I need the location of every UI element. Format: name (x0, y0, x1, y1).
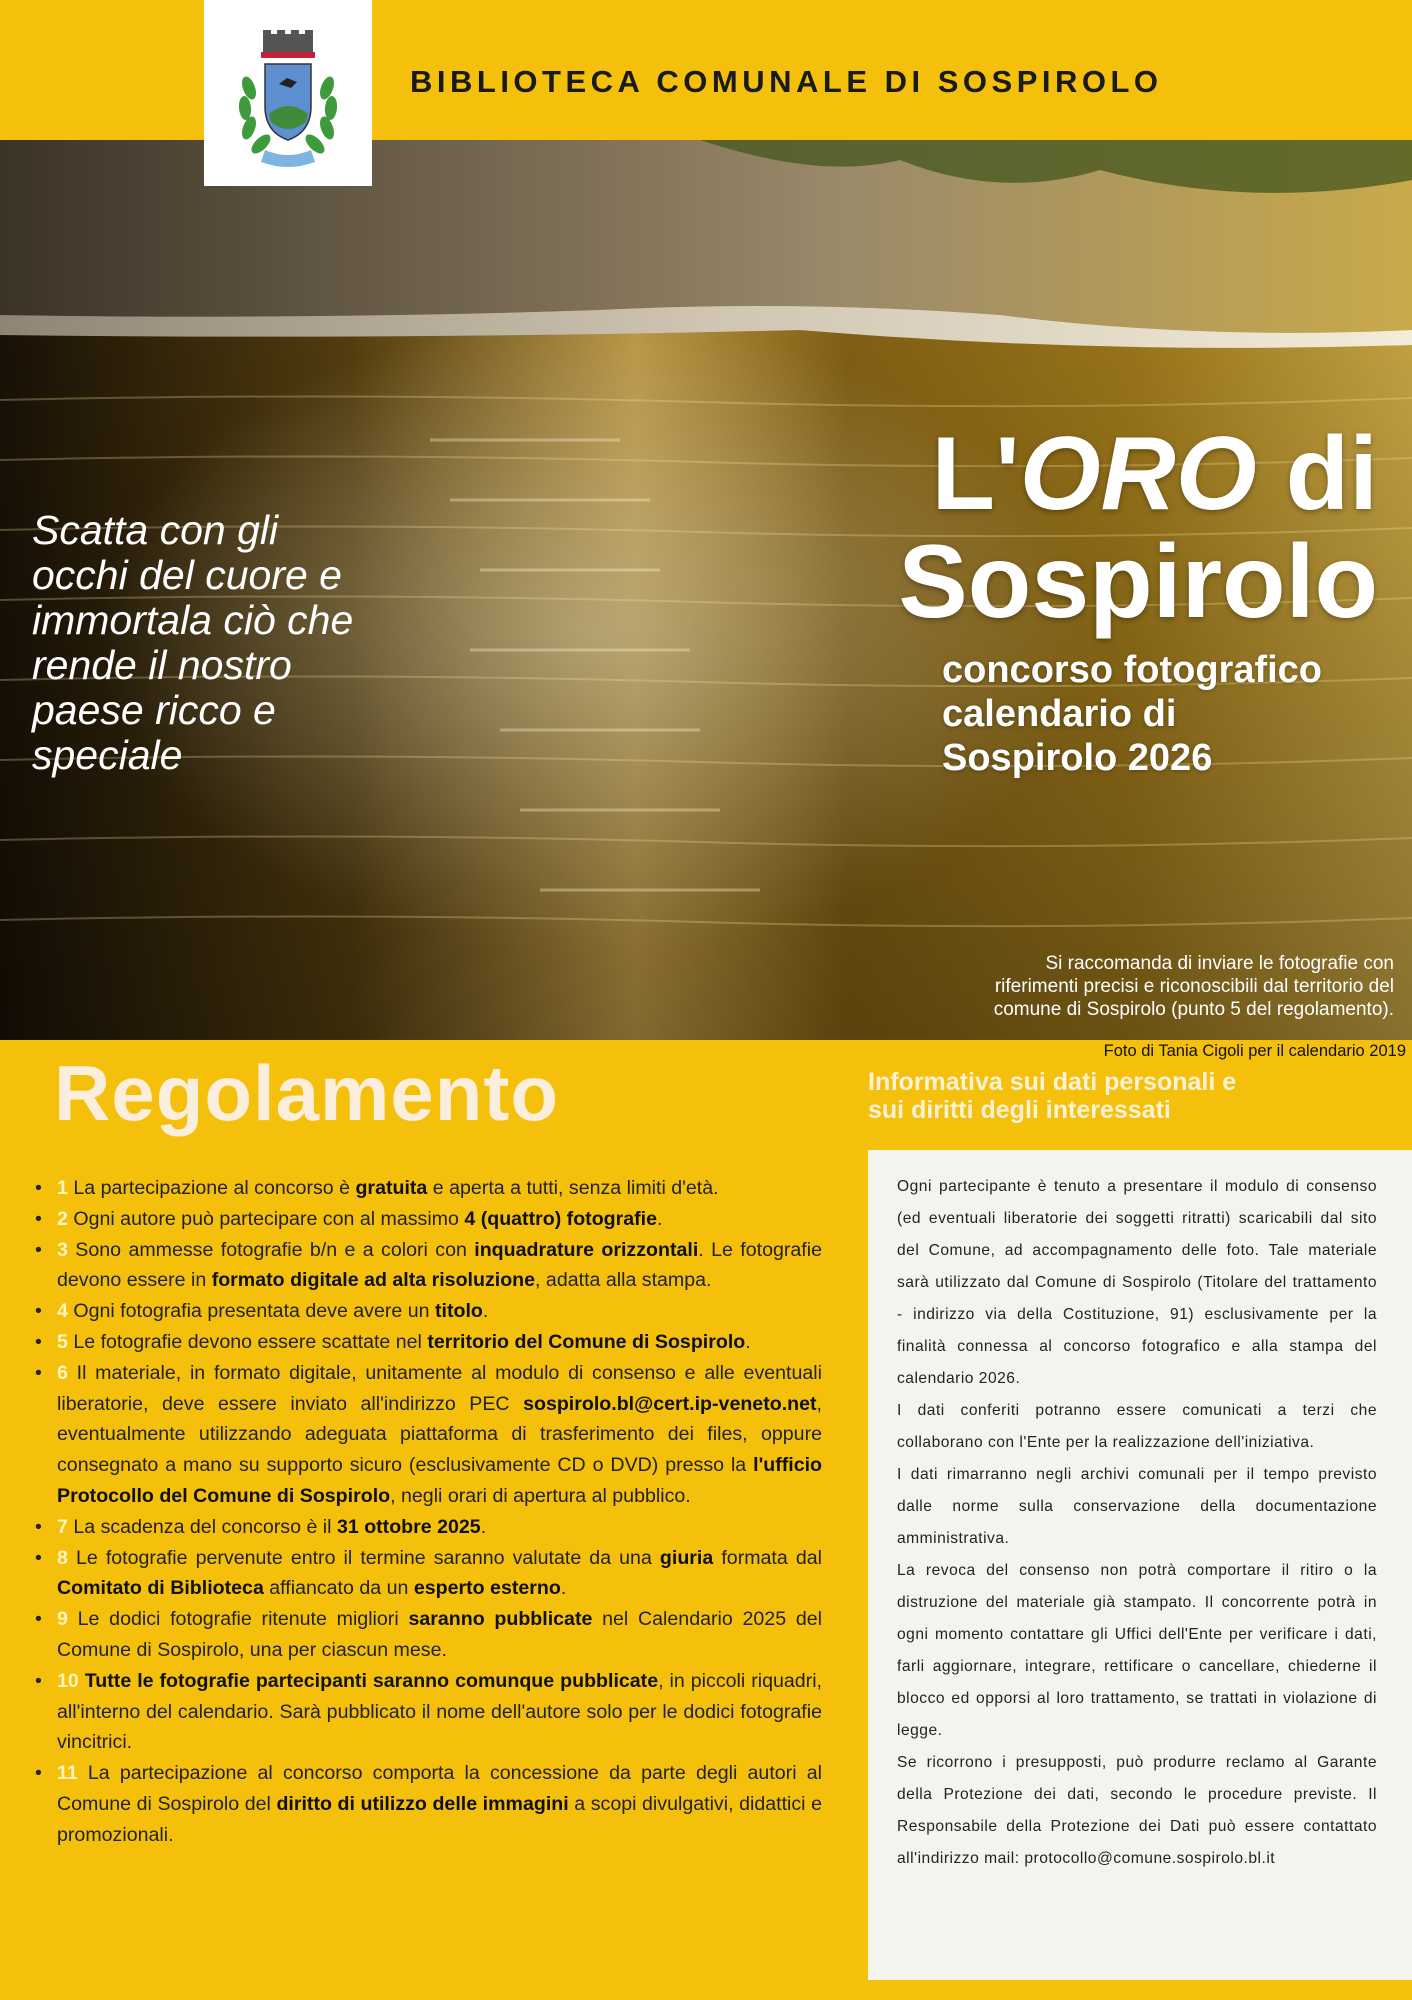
recommendation-line: Si raccomanda di inviare le fotografie con (1045, 953, 1394, 974)
rules-list (30, 1173, 822, 1851)
informativa-heading-line: sui diritti degli interessati (868, 1096, 1171, 1124)
rule-text: , in piccoli riquadri, all'interno del calendario. Sarà pubblicato il nome dell'autore solo per le dodici fotografie vincitrici. (57, 1669, 822, 1754)
rule-emphasis: inquadrature orizzontali (474, 1238, 699, 1261)
rule-item (30, 1358, 822, 1512)
rule-text: . (560, 1577, 567, 1600)
rule-text: , negli orari di apertura al pubblico. (390, 1484, 691, 1507)
rule-number: 11 (57, 1762, 78, 1785)
subtitle-line: concorso fotografico (942, 649, 1323, 691)
rule-text: Le fotografie devono essere scattate nel (67, 1330, 428, 1353)
rule-text: . (745, 1330, 751, 1353)
rule-item (30, 1512, 822, 1543)
logo (204, 0, 372, 186)
rule-emphasis: gratuita (355, 1177, 428, 1199)
informativa-paragraph: I dati conferiti potranno essere comunicati a terzi che collaborano con l'Ente per la realizzazione dell'iniziativa. (897, 1402, 1377, 1451)
rule-emphasis: titolo (434, 1300, 483, 1323)
rule-text: . (480, 1515, 487, 1538)
rule-text: . (482, 1300, 489, 1323)
informativa-box (868, 1150, 1412, 1980)
title-part1: L' (931, 416, 1020, 532)
library-title: BIBLIOTECA COMUNALE DI SOSPIROLO (410, 64, 1163, 99)
rule-item (30, 1327, 822, 1358)
recommendation-line: riferimenti precisi e riconoscibili dal territorio del (994, 976, 1394, 997)
rule-emphasis: territorio del Comune di Sospirolo (427, 1330, 746, 1353)
rule-number: 1 (57, 1177, 68, 1199)
rule-text: a scopi divulgativi, didattici e promozionali. (57, 1792, 822, 1846)
regolamento-heading: Regolamento (54, 1049, 560, 1137)
tagline-line: speciale (32, 732, 183, 778)
title-italic: ORO (1019, 416, 1257, 532)
rule-text: La partecipazione al concorso è (67, 1177, 356, 1199)
rule-item (30, 1296, 822, 1327)
title-line2: Sospirolo (898, 524, 1378, 640)
hero-photo (0, 140, 1412, 1040)
tagline-line: paese ricco e (32, 687, 276, 733)
rule-text: , eventualmente utilizzando adeguata piattaforma di trasferimento dei files, oppure consegnato a mano su supporto sicuro (esclusivamente CD o DVD) presso la (57, 1392, 822, 1477)
informativa-paragraph: La revoca del consenso non potrà comportare il ritiro o la distruzione del materiale già stampato. Il concorrente potrà in ogni momento contattare gli Uffici dell'Ente per verificare i dati, farli aggiornare, integrare, rettificare o cancellare, chiederne il blocco ed opporsi al loro trattamento, se trattati in violazione di legge. (897, 1562, 1377, 1739)
informativa-paragraph: I dati rimarranno negli archivi comunali per il tempo previsto dalle norme sulla conservazione della documentazione amministrativa. (897, 1466, 1377, 1547)
subtitle-line: calendario di (942, 693, 1177, 735)
informativa-heading (868, 1068, 1236, 1124)
rule-text: Il materiale, in formato digitale, unitamente al modulo di consenso e alle eventuali liberatorie, deve essere inviato all'indirizzo PEC (57, 1361, 822, 1415)
rule-number: 4 (57, 1300, 68, 1323)
rule-text: e aperta a tutti, senza limiti d'età. (427, 1177, 719, 1199)
rule-number: 10 (57, 1669, 79, 1692)
informativa-paragraph: Ogni partecipante è tenuto a presentare il modulo di consenso (ed eventuali liberatorie dei soggetti ritratti) scaricabili dal sito del Comune, ad accompagnamento delle foto. Tale materiale sarà utilizzato dal Comune di Sospirolo (Titolare del trattamento - indirizzo via della Costituzione, 91) esclusivamente per la finalità connessa al concorso fotografico e alla stampa del calendario 2026. (897, 1178, 1377, 1387)
rule-text: formata dal (713, 1546, 822, 1569)
rule-number: 7 (57, 1515, 68, 1538)
photo-credit: Foto di Tania Cigoli per il calendario 2019 (1103, 1042, 1406, 1060)
rule-emphasis: esperto esterno (413, 1577, 561, 1600)
recommendation-line: comune di Sospirolo (punto 5 del regolamento). (993, 999, 1394, 1020)
contest-title (898, 416, 1378, 640)
rule-emphasis: sospirolo.bl@cert.ip-veneto.net (523, 1392, 817, 1415)
rule-text: . (657, 1207, 663, 1230)
rule-emphasis: formato digitale ad alta risoluzione (211, 1269, 536, 1292)
rule-text: La partecipazione al concorso comporta la concessione da parte degli autori al Comune di Sospirolo del (57, 1762, 822, 1815)
informativa-heading-line: Informativa sui dati personali e (868, 1068, 1237, 1096)
tagline-line: Scatta con gli (32, 507, 279, 553)
title-part2: di (1256, 416, 1378, 532)
rule-emphasis: 31 ottobre 2025 (336, 1515, 481, 1538)
coat-of-arms-icon (231, 28, 345, 172)
rule-emphasis: Tutte le fotografie partecipanti saranno comunque pubblicate (84, 1669, 659, 1692)
rule-text: nel Calendario 2025 del Comune di Sospirolo, una per ciascun mese. (57, 1608, 822, 1661)
rule-number: 3 (57, 1238, 68, 1261)
rule-text: Ogni fotografia presentata deve avere un (67, 1300, 435, 1323)
rule-text: Sono ammesse fotografie b/n e a colori con (67, 1238, 475, 1261)
rule-emphasis: Comitato di Biblioteca (57, 1577, 264, 1600)
tagline-line: rende il nostro (32, 642, 292, 688)
rule-number: 8 (57, 1546, 68, 1569)
rule-text: , adatta alla stampa. (535, 1269, 712, 1292)
subtitle-line: Sospirolo 2026 (942, 737, 1213, 779)
rule-number: 2 (57, 1207, 68, 1230)
rule-item (30, 1235, 822, 1297)
rule-text: La scadenza del concorso è il (67, 1515, 337, 1538)
rule-item (30, 1604, 822, 1666)
informativa-paragraph: Se ricorrono i presupposti, può produrre reclamo al Garante della Protezione dei dati, secondo le procedure previste. Il Responsabile della Protezione dei Dati può essere contattato all'indirizzo mail: protocollo@comune.sospirolo.bl.it (897, 1754, 1377, 1867)
rule-item (30, 1173, 822, 1204)
rule-number: 6 (57, 1361, 68, 1384)
hero-tagline (32, 508, 392, 778)
rule-number: 9 (57, 1608, 68, 1631)
tagline-line: occhi del cuore e (32, 552, 342, 598)
rule-emphasis: 4 (quattro) fotografie (464, 1207, 658, 1230)
contest-subtitle (942, 648, 1322, 780)
rule-text: . Le fotografie devono essere in (57, 1238, 822, 1292)
rule-text: Ogni autore può partecipare con al massimo (67, 1207, 465, 1230)
rule-emphasis: saranno pubblicate (408, 1608, 593, 1631)
rule-emphasis: giuria (659, 1546, 714, 1569)
rule-item (30, 1204, 822, 1235)
rule-text: affiancato da un (263, 1577, 414, 1600)
rule-item (30, 1758, 822, 1850)
rule-text: Le fotografie pervenute entro il termine saranno valutate da una (67, 1546, 660, 1569)
rule-emphasis: diritto di utilizzo delle immagini (276, 1792, 569, 1815)
rule-emphasis: l'ufficio Protocollo del Comune di Sospirolo (57, 1454, 822, 1507)
tagline-line: immortala ciò che (32, 597, 354, 643)
rule-item (30, 1666, 822, 1758)
rule-text: Le dodici fotografie ritenute migliori (67, 1608, 409, 1631)
rule-number: 5 (57, 1330, 68, 1353)
recommendation-note (994, 952, 1394, 1021)
rule-item (30, 1543, 822, 1605)
